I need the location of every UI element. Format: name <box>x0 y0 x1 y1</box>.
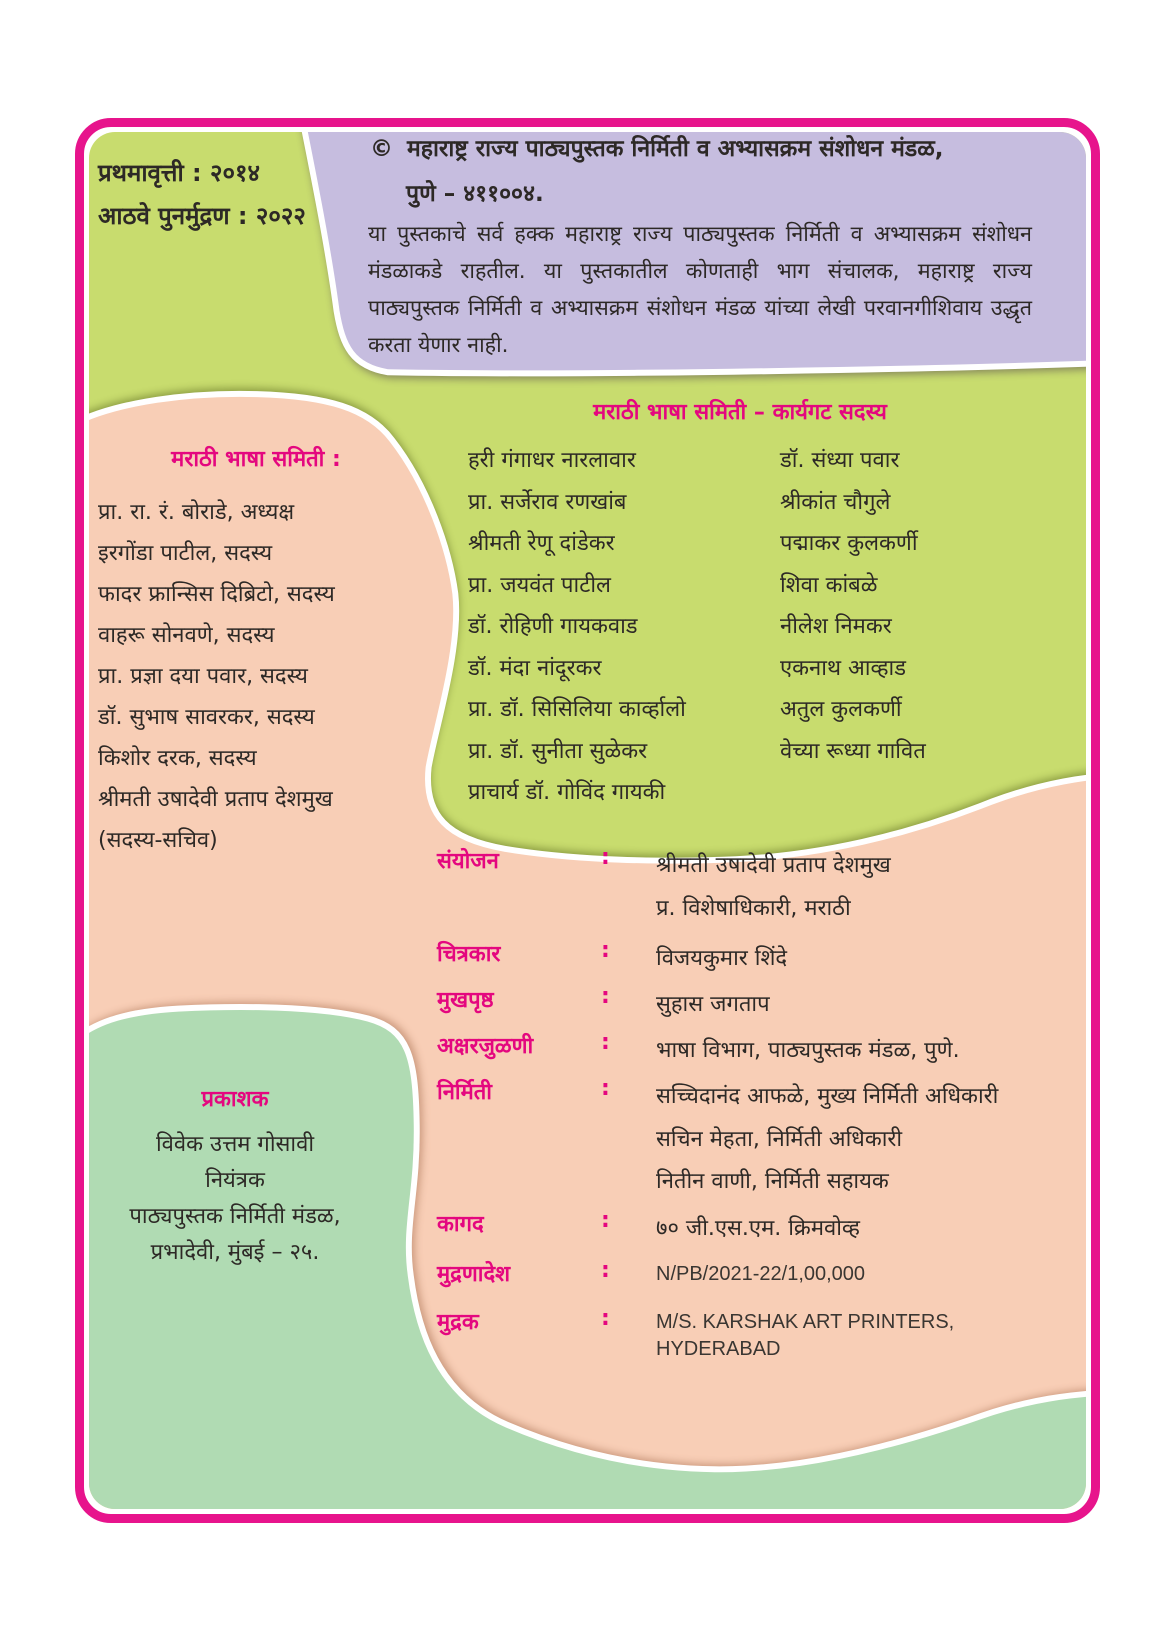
committee-member: (सदस्य-सचिव) <box>98 828 218 853</box>
credit-value <box>656 1309 954 1363</box>
committee-member: वाहरू सोनवणे, सदस्य <box>98 623 275 648</box>
credit-value <box>656 1261 865 1288</box>
working-group-member: प्रा. डॉ. सुनीता सुळेकर <box>468 738 648 764</box>
credit-value-line: विजयकुमार शिंदे <box>656 946 788 971</box>
edition-info <box>98 152 306 238</box>
publisher-address: प्रभादेवी, मुंबई – २५. <box>150 1240 320 1265</box>
credit-colon: : <box>601 984 610 1009</box>
credit-value <box>656 938 787 981</box>
credit-colon: : <box>601 845 610 870</box>
working-group-heading: मराठी भाषा समिती – कार्यगट सदस्य <box>593 400 887 425</box>
working-group-member: नीलेश निमकर <box>780 614 892 639</box>
credit-colon: : <box>601 938 610 963</box>
credit-value-line: ७० जी.एस.एम. क्रिमवोव्ह <box>656 1216 860 1241</box>
copyright-board-name: महाराष्ट्र राज्य पाठ्यपुस्तक निर्मिती व अभ्यासक्रम संशोधन मंडळ, <box>407 136 944 162</box>
credit-value-line: सच्चिदानंद आफळे, मुख्य निर्मिती अधिकारी <box>656 1084 999 1109</box>
working-group-member: प्रा. सर्जेराव रणखांब <box>468 489 627 515</box>
credit-value-line: सुहास जगताप <box>656 992 770 1017</box>
publisher-org: पाठ्यपुस्तक निर्मिती मंडळ, <box>129 1204 341 1229</box>
credit-label: मुखपृष्ठ <box>437 988 494 1013</box>
credit-value-line: N/PB/2021-22/1,00,000 <box>656 1263 866 1285</box>
credit-colon: : <box>601 1258 610 1283</box>
credit-label: अक्षरजुळणी <box>437 1034 534 1059</box>
copyright-address: पुणे – ४११००४. <box>406 181 544 207</box>
credit-value <box>656 1030 960 1073</box>
working-group-member: श्रीमती रेणू दांडेकर <box>468 531 615 556</box>
working-group-member: अतुल कुलकर्णी <box>780 697 902 722</box>
committee-member: फादर फ्रान्सिस दिब्रिटो, सदस्य <box>98 582 335 607</box>
credit-label: कागद <box>437 1212 484 1237</box>
working-group-member: एकनाथ आव्हाड <box>780 655 907 681</box>
committee-heading: मराठी भाषा समिती : <box>171 447 341 472</box>
publisher-title: नियंत्रक <box>205 1168 265 1193</box>
credit-value-line: प्र. विशेषाधिकारी, मराठी <box>656 895 851 921</box>
credit-label: संयोजन <box>437 849 499 874</box>
credit-value-line: M/S. KARSHAK ART PRINTERS, <box>656 1311 955 1333</box>
copyright-title <box>370 134 1082 164</box>
credit-value-line: नितीन वाणी, निर्मिती सहायक <box>656 1169 889 1194</box>
publisher-name: विवेक उत्तम गोसावी <box>155 1132 315 1157</box>
credit-colon: : <box>601 1306 610 1331</box>
working-group-member: डॉ. संध्या पवार <box>780 448 900 473</box>
publisher-block <box>90 1083 380 1271</box>
copyright-notice: या पुस्तकाचे सर्व हक्क महाराष्ट्र राज्य पाठ्यपुस्तक निर्मिती व अभ्यासक्रम संशोधन मंडळाकडे राहतील. या पुस्तकातील कोणताही भाग संचालक, महाराष्ट्र राज्य पाठ्यपुस्तक निर्मिती व अभ्यासक्रम संशोधन मंडळ यांच्या लेखी परवानगीशिवाय उद्धृत करता येणार नाही. <box>368 222 1032 358</box>
working-group-member: वेच्या रूध्या गावित <box>780 738 926 764</box>
committee-member: किशोर दरक, सदस्य <box>98 746 257 771</box>
working-group-column-2 <box>780 440 926 772</box>
credit-colon: : <box>601 1030 610 1055</box>
credit-value-line: HYDERABAD <box>656 1338 781 1360</box>
first-edition-line: प्रथमावृत्ती : २०१४ <box>98 159 260 187</box>
working-group-member: डॉ. रोहिणी गायकवाड <box>468 614 638 639</box>
credit-label: मुद्रक <box>437 1310 479 1335</box>
credit-value <box>656 1208 860 1251</box>
committee-member: प्रा. प्रज्ञा दया पवार, सदस्य <box>98 664 308 689</box>
committee-member: प्रा. रा. रं. बोराडे, अध्यक्ष <box>98 500 295 525</box>
committee-member: इरगोंडा पाटील, सदस्य <box>98 541 273 566</box>
committee-member: डॉ. सुभाष सावरकर, सदस्य <box>98 705 315 730</box>
credit-label: निर्मिती <box>437 1080 493 1105</box>
copyright-symbol: © <box>370 136 393 162</box>
committee-member-list <box>98 492 335 861</box>
credit-value <box>656 1076 998 1204</box>
working-group-member: शिवा कांबळे <box>780 572 878 598</box>
working-group-member: प्रा. डॉ. सिसिलिया कार्व्हालो <box>468 697 686 722</box>
credit-label: मुद्रणादेश <box>437 1262 511 1287</box>
committee-member: श्रीमती उषादेवी प्रताप देशमुख <box>98 787 333 812</box>
working-group-column-1 <box>468 440 686 814</box>
working-group-member: पद्माकर कुलकर्णी <box>780 531 918 556</box>
reprint-line: आठवे पुनर्मुद्रण : २०२२ <box>98 202 306 230</box>
credit-label: चित्रकार <box>437 942 501 967</box>
working-group-member: प्रा. जयवंत पाटील <box>468 572 611 598</box>
credit-value <box>656 845 891 930</box>
working-group-member: श्रीकांत चौगुले <box>780 489 891 515</box>
credit-colon: : <box>601 1208 610 1233</box>
working-group-member: हरी गंगाधर नारलावार <box>468 448 636 473</box>
credit-value-line: सचिन मेहता, निर्मिती अधिकारी <box>656 1126 903 1152</box>
credit-value <box>656 984 770 1027</box>
working-group-member: डॉ. मंदा नांदूरकर <box>468 655 602 681</box>
credit-colon: : <box>601 1076 610 1101</box>
publisher-heading: प्रकाशक <box>201 1087 269 1112</box>
credit-value-line: भाषा विभाग, पाठ्यपुस्तक मंडळ, पुणे. <box>656 1038 960 1063</box>
credit-value-line: श्रीमती उषादेवी प्रताप देशमुख <box>656 853 891 878</box>
working-group-member: प्राचार्य डॉ. गोविंद गायकी <box>468 780 666 805</box>
